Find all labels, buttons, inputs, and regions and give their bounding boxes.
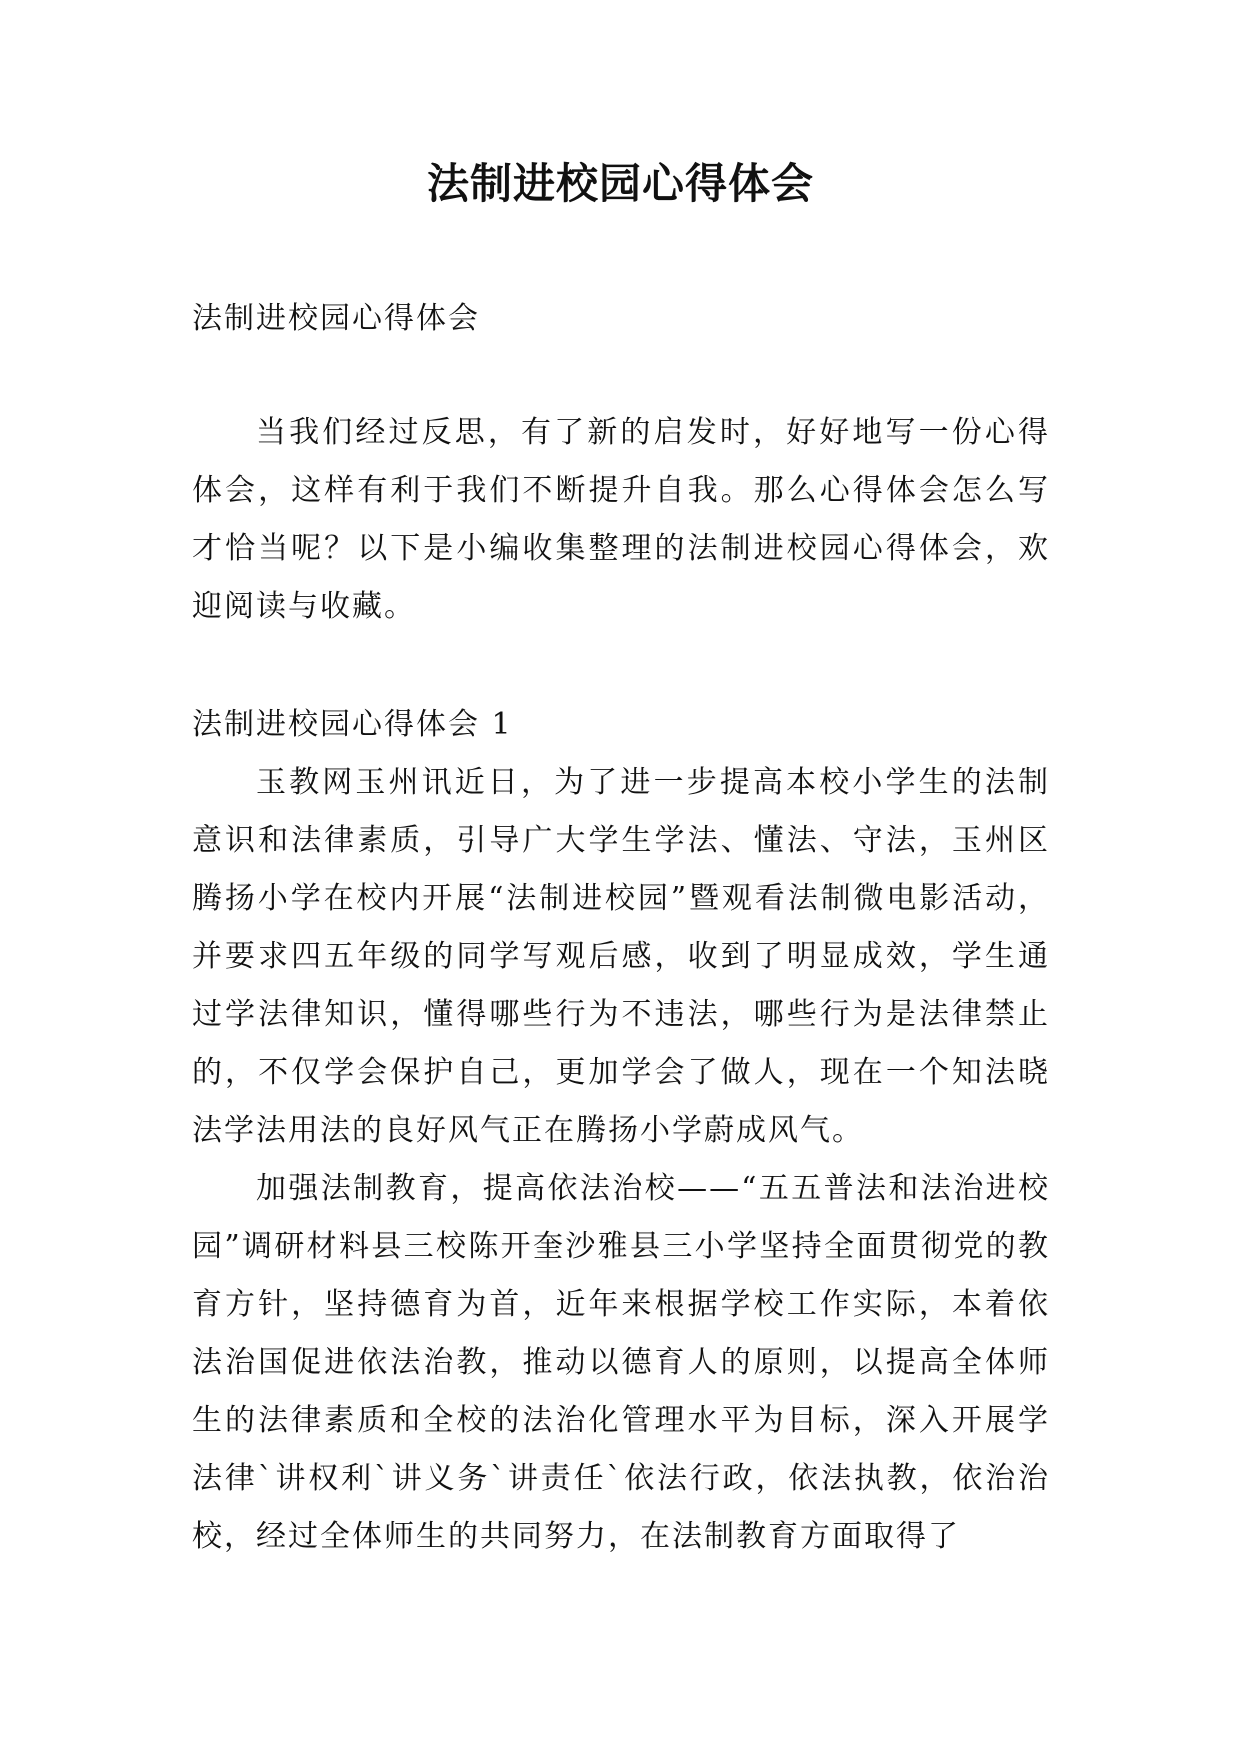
document-title: 法制进校园心得体会	[426, 159, 814, 208]
section-heading: 法制进校园心得体会 1	[192, 707, 513, 742]
document-subtitle: 法制进校园心得体会	[192, 301, 480, 336]
section-body	[192, 754, 1050, 1566]
intro-section	[192, 404, 1050, 636]
intro-paragraph: 当我们经过反思，有了新的启发时，好好地写一份心得体会，这样有利于我们不断提升自我。那么心得体会怎么写才恰当呢？以下是小编收集整理的法制进校园心得体会，欢迎阅读与收藏。	[192, 415, 1050, 624]
body-paragraph-1: 玉教网玉州讯近日，为了进一步提高本校小学生的法制意识和法律素质，引导广大学生学法、懂法、守法，玉州区腾扬小学在校内开展“法制进校园”暨观看法制微电影活动，并要求四五年级的同学写观后感，收到了明显成效，学生通过学法律知识，懂得哪些行为不违法，哪些行为是法律禁止的，不仅学会保护自己，更加学会了做人，现在一个知法晓法学法用法的良好风气正在腾扬小学蔚成风气。	[192, 765, 1050, 1148]
body-paragraph-2: 加强法制教育，提高依法治校——“五五普法和法治进校园”调研材料县三校陈开奎沙雅县三小学坚持全面贯彻党的教育方针，坚持德育为首，近年来根据学校工作实际，本着依法治国促进依法治教，推动以德育人的原则，以提高全体师生的法律素质和全校的法治化管理水平为目标，深入开展学法律`讲权利`讲义务`讲责任`依法行政，依法执教，依治治校，经过全体师生的共同努力，在法制教育方面取得了	[192, 1171, 1050, 1554]
